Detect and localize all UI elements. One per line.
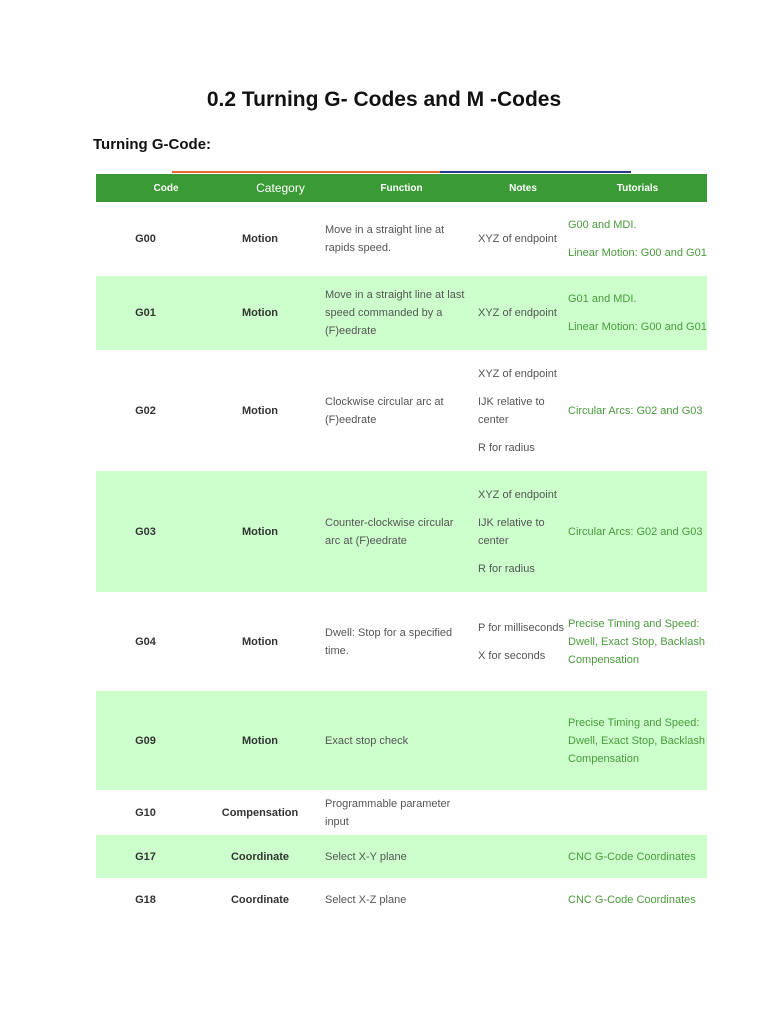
cell-code: G10 — [135, 806, 156, 819]
table-row — [96, 471, 707, 592]
cell-notes — [478, 486, 568, 578]
cell-function: Counter-clockwise circular arc at (F)eedrate — [325, 516, 454, 547]
decor-bar-navy — [440, 171, 631, 173]
header-category: Category — [256, 181, 305, 195]
table-row — [96, 592, 707, 691]
cell-notes — [478, 619, 568, 665]
gcode-table — [96, 174, 707, 919]
cell-tutorials — [568, 290, 707, 336]
table-row — [96, 835, 707, 878]
cell-function: Exact stop check — [325, 734, 409, 747]
cell-category: Coordinate — [230, 893, 290, 906]
note: X for seconds — [478, 649, 546, 662]
tutorial-link[interactable]: Linear Motion: G00 and G01 — [568, 321, 707, 333]
cell-code: G18 — [135, 893, 156, 906]
cell-category: Motion — [241, 404, 279, 417]
cell-code: G00 — [135, 233, 156, 245]
cell-category: Coordinate — [230, 850, 290, 863]
section-heading: Turning G-Code: — [93, 136, 212, 153]
note: XYZ of endpoint — [478, 233, 557, 245]
cell-code: G01 — [135, 307, 156, 319]
cell-notes — [478, 230, 568, 248]
tutorial-link[interactable]: G01 and MDI. — [568, 293, 637, 305]
cell-tutorials — [568, 848, 707, 866]
cell-code: G09 — [135, 734, 156, 747]
table-row — [96, 691, 707, 790]
note: XYZ of endpoint — [478, 367, 557, 380]
cell-tutorials — [568, 216, 707, 262]
cell-tutorials — [568, 402, 707, 420]
table-header — [96, 174, 707, 202]
header-function: Function — [380, 182, 423, 194]
cell-notes — [478, 365, 568, 457]
table-row — [96, 790, 707, 835]
table-row — [96, 276, 707, 350]
cell-category: Motion — [241, 635, 279, 648]
cell-tutorials — [568, 523, 707, 541]
table-row — [96, 202, 707, 276]
cell-category: Motion — [241, 307, 279, 319]
tutorial-link[interactable]: CNC G-Code Coordinates — [568, 893, 696, 906]
header-code: Code — [153, 182, 179, 194]
note: XYZ of endpoint — [478, 488, 557, 501]
note: R for radius — [478, 441, 535, 454]
cell-tutorials — [568, 615, 707, 669]
note: XYZ of endpoint — [478, 307, 557, 319]
cell-category: Motion — [241, 233, 279, 245]
note: R for radius — [478, 562, 535, 575]
decor-bar-orange — [172, 171, 440, 173]
cell-function: Move in a straight line at last speed commanded by a (F)eedrate — [325, 289, 465, 337]
header-notes: Notes — [509, 182, 537, 194]
tutorial-link[interactable]: Circular Arcs: G02 and G03 — [568, 404, 703, 417]
tutorial-link[interactable]: Circular Arcs: G02 and G03 — [568, 525, 703, 538]
cell-category: Motion — [241, 734, 279, 747]
tutorial-link[interactable]: Precise Timing and Speed: Dwell, Exact Stop, Backlash Compensation — [568, 617, 705, 666]
cell-function: Select X-Y plane — [325, 850, 407, 863]
cell-function: Clockwise circular arc at (F)eedrate — [325, 395, 444, 426]
cell-category: Compensation — [221, 806, 299, 819]
cell-tutorials — [568, 714, 707, 768]
cell-notes — [478, 304, 568, 322]
tutorial-link[interactable]: G00 and MDI. — [568, 219, 637, 231]
cell-function: Programmable parameter input — [325, 797, 451, 828]
cell-tutorials — [568, 891, 707, 909]
note: P for milliseconds — [478, 621, 564, 634]
cell-code: G17 — [135, 850, 156, 863]
cell-category: Motion — [241, 525, 279, 538]
note: IJK relative to center — [478, 516, 545, 547]
tutorial-link[interactable]: CNC G-Code Coordinates — [568, 850, 696, 863]
cell-function: Dwell: Stop for a specified time. — [325, 626, 453, 657]
note: IJK relative to center — [478, 395, 545, 426]
cell-code: G04 — [135, 635, 156, 648]
table-row — [96, 878, 707, 919]
tutorial-link[interactable]: Linear Motion: G00 and G01 — [568, 247, 707, 259]
cell-code: G02 — [135, 404, 156, 417]
cell-code: G03 — [135, 525, 156, 538]
header-tutorials: Tutorials — [616, 182, 659, 194]
cell-function: Move in a straight line at rapids speed. — [325, 224, 445, 254]
cell-function: Select X-Z plane — [325, 893, 407, 906]
table-row — [96, 350, 707, 471]
tutorial-link[interactable]: Precise Timing and Speed: Dwell, Exact Stop, Backlash Compensation — [568, 716, 705, 765]
page-title: 0.2 Turning G- Codes and M -Codes — [206, 88, 562, 111]
